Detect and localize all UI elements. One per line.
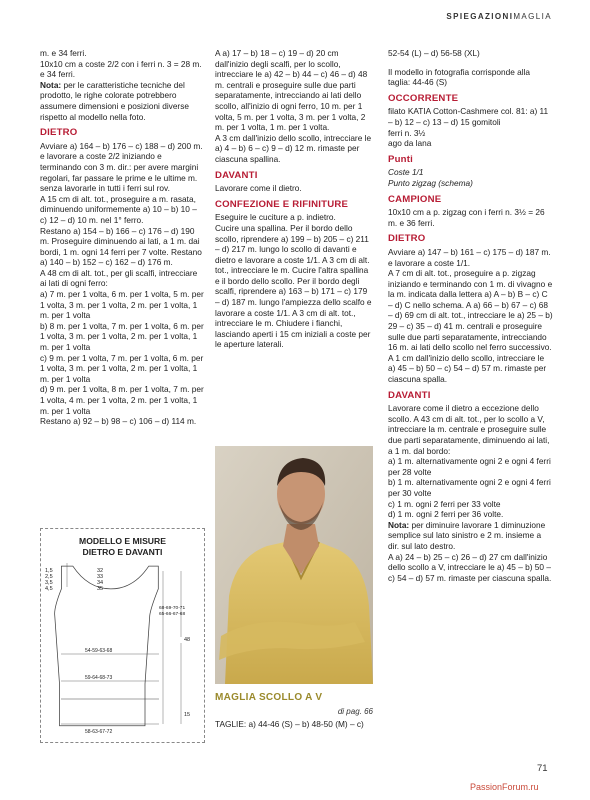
label-width-1: 54-59-63-68	[85, 648, 113, 654]
confezione-p2: Cucire una spallina. Per il bordo dello scollo, riprendere a) 199 – b) 205 – c) 211 – d) 217 m. lungo lo scollo di davanti e dietro e lavorare a coste 1/1. A 3 cm di alt. tot., intrecciare le m. Cucire l'altra spallina e il bordo dello scollo. Per il bordo degli scalfi, riprendere a) 163 – b) 171 – c) 179 – d) 187 m. lungo l'ampiezza dello scalfo e lavorare a coste 1/1. A 3 cm di alt. tot., intrecciare le m. Chiudere i fianchi, lasciando aperti i 15 cm iniziali a coste per le aperture laterali.	[215, 222, 372, 350]
label-left-4: 4,5	[45, 586, 53, 592]
dietro-size-b: b) 8 m. per 1 volta, 7 m. per 1 volta, 6 m. per 1 volta, 3 m. per 1 volta, 2 m. per 1 volta, 1 m. per 1 volta	[40, 320, 204, 353]
punto-zigzag: Punto zigzag (schema)	[388, 177, 473, 188]
intro-line-2: 10x10 cm a coste 2/2 con i ferri n. 3 = 28 m. e 34 ferri.	[40, 58, 202, 80]
nota-paragraph: Nota: per le caratteristiche tecniche del prodotto, le righe colorate potrebbero assumere dimensioni e posizioni diverse rispetto al modello nella foto.	[40, 79, 189, 122]
davanti2-p2: A a) 24 – b) 25 – c) 26 – d) 27 cm dall'inizio dello scollo a V, intrecciare le a) 45 – b) 50 – c) 54 – d) 57 m. rimaste per ciascuna spalla.	[388, 551, 552, 583]
label-width-3: 58-63-67-72	[85, 729, 113, 735]
dietro-p5: Restano a) 92 – b) 98 – c) 106 – d) 114 m.	[40, 416, 197, 427]
confezione-heading: CONFEZIONE E RIFINITURE	[215, 198, 349, 210]
davanti2-size-d: d) 1 m. ogni 2 ferri per 36 volte.	[388, 509, 504, 520]
occorrente-filato: filato KATIA Cotton-Cashmere col. 81: a) 11 – b) 12 – c) 13 – d) 15 gomitoli	[388, 106, 549, 127]
dietro2-p2: A 7 cm di alt. tot., proseguire a p. zigzag iniziando e terminando con 1 m. di vivagno e la m. indicata dalla lettera a) A – b) B – c) C – d) C nello schema. A a) 66 – b) 67 – c) 68 – d) 69 cm di alt. tot., intrecciare le a) 25 – b) 29 – c) 35 – d) 41 m. centrali e proseguire sulle due parti separatamente, intrecciando 16 m. ai lati dello scollo nel ferro successivo. A 1 cm dall'inizio dello scollo, intrecciare le a) 45 – b) 50 – c) 54 – d) 57 m. rimaste per ciascuna spalla.	[388, 268, 553, 385]
label-left-1: 1,5	[45, 568, 53, 574]
occorrente-ferri: ferri n. 3½	[388, 127, 426, 138]
davanti2-size-a: a) 1 m. alternativamente ogni 2 e ogni 4 ferri per 28 volte	[388, 456, 551, 477]
dietro-size-d: d) 9 m. per 1 volta, 8 m. per 1 volta, 7 m. per 1 volta, 4 m. per 1 volta, 2 m. per 1 volta, 1 m. per 1 volta	[40, 384, 204, 416]
dietro-p2: A 15 cm di alt. tot., proseguire a m. rasata, diminuendo uniformemente a) 10 – b) 10 – c) 12 – d) 10 m. nel 1° ferro.	[40, 193, 197, 225]
dietro-heading-2: DIETRO	[388, 233, 426, 245]
davanti-heading: DAVANTI	[215, 169, 258, 181]
page-number: 71	[537, 763, 548, 774]
label-left-3: 3,5	[45, 580, 53, 586]
taglia-foto: Il modello in fotografia corrisponde alla taglia: 44-46 (S)	[388, 66, 531, 88]
davanti-p: Lavorare come il dietro.	[215, 183, 302, 194]
occorrente-heading: OCCORRENTE	[388, 92, 459, 104]
intro-line-1: m. e 34 ferri.	[40, 48, 87, 58]
davanti2-size-b: b) 1 m. alternativamente ogni 2 e ogni 4 ferri per 30 volte	[388, 477, 551, 498]
label-left-2: 2,5	[45, 574, 53, 580]
label-48: 48	[184, 637, 191, 643]
dietro-cont-p2: A 3 cm dall'inizio dello scollo, intrecciare le a) 4 – b) 6 – c) 9 – d) 12 m. rimaste per ciascuna spallina.	[215, 132, 372, 164]
schematic-box	[40, 528, 205, 743]
davanti2-nota: Nota: per diminuire lavorare 1 diminuzione semplice sul lato sinistro e 2 m. insieme a dir. sul lato destro.	[388, 519, 546, 551]
dietro2-p1: Avviare a) 147 – b) 161 – c) 175 – d) 187 m. e lavorare a coste 1/1.	[388, 246, 551, 268]
dietro-p1: Avviare a) 164 – b) 176 – c) 188 – d) 200 m. e lavorare a coste 2/2 iniziando e terminando con 3 m. dir.: per avere margini regolari, far passare le prime e le ultime m. senza lavorarle in tutti i ferri sul rov.	[40, 140, 203, 194]
label-top-1: 32	[97, 568, 104, 574]
davanti2-p1: Lavorare come il dietro a eccezione dello scollo. A 43 cm di alt. tot., per lo scollo a V, intrecciare la m. centrale e proseguire sulle due parti separatamente, diminuendo ai lati, a 1 m. dal bordo:	[388, 403, 550, 456]
label-top-2: 33	[97, 574, 104, 580]
caption-taglie: TAGLIE: a) 44-46 (S) – b) 48-50 (M) – c)	[215, 719, 364, 729]
dietro-cont-p1: A a) 17 – b) 18 – c) 19 – d) 20 cm dall'inizio degli scalfi, per lo scollo, intrecciare le a) 42 – b) 44 – c) 46 – d) 48 m. centrali e proseguire sulle due parti separatamente, intrecciando ai lati dello scollo, all'inizio di ogni ferro, 10 m. per 1 volta, 5 m. per 1 volta, 3 m. per 1 volta, 2 m. per 1 volta, 1 m. per 1 volta.	[215, 48, 368, 133]
label-side-2: 65-66-67-68	[159, 612, 186, 617]
dietro-p3: Restano a) 154 – b) 166 – c) 176 – d) 190 m. Proseguire diminuendo ai lati, a 1 m. dai bordi, 1 m. ogni 14 ferri per 7 volte. Restano a) 140 – b) 152 – c) 162 – d) 176 m.	[40, 225, 202, 268]
label-top-4: 35	[97, 586, 104, 592]
campione-p: 10x10 cm a p. zigzag con i ferri n. 3½ = 26 m. e 36 ferri.	[388, 207, 545, 228]
watermark-text: PassionForum.ru	[470, 782, 539, 792]
punti-heading: Punti	[388, 153, 413, 165]
label-side-1: 68-69-70-71	[159, 606, 186, 611]
taglie-cont: 52-54 (L) – d) 56-58 (XL)	[388, 48, 480, 58]
davanti-heading-2: DAVANTI	[388, 389, 431, 401]
column-right	[388, 48, 553, 583]
column-middle	[215, 48, 373, 350]
campione-heading: CAMPIONE	[388, 193, 442, 205]
caption-title: MAGLIA SCOLLO A V	[215, 692, 323, 703]
model-photo	[215, 446, 373, 684]
dietro-heading: DIETRO	[40, 127, 78, 139]
column-left	[40, 48, 205, 427]
dietro-size-c: c) 9 m. per 1 volta, 7 m. per 1 volta, 6 m. per 1 volta, 3 m. per 1 volta, 2 m. per 1 volta, 1 m. per 1 volta	[40, 352, 204, 384]
section-header: SPIEGAZIONIMAGLIA	[446, 12, 552, 21]
schematic-title: MODELLO E MISURE DIETRO E DAVANTI	[79, 536, 166, 557]
label-15: 15	[184, 712, 191, 718]
confezione-p1: Eseguire le cuciture a p. indietro.	[215, 212, 336, 223]
label-top-3: 34	[97, 580, 104, 586]
caption-page-ref: di pag. 66	[337, 707, 373, 716]
occorrente-ago: ago da lana	[388, 138, 432, 149]
dietro-size-a: a) 7 m. per 1 volta, 6 m. per 1 volta, 5 m. per 1 volta, 3 m. per 1 volta, 2 m. per 1 volta, 1 m. per 1 volta	[40, 289, 204, 321]
garment-schematic	[41, 559, 206, 739]
punto-coste: Coste 1/1	[388, 167, 424, 178]
dietro-p4: A 48 cm di alt. tot., per gli scalfi, intrecciare ai lati di ogni ferro:	[40, 267, 198, 289]
label-width-2: 59-64-68-73	[85, 675, 113, 681]
davanti2-size-c: c) 1 m. ogni 2 ferri per 33 volte	[388, 498, 501, 509]
